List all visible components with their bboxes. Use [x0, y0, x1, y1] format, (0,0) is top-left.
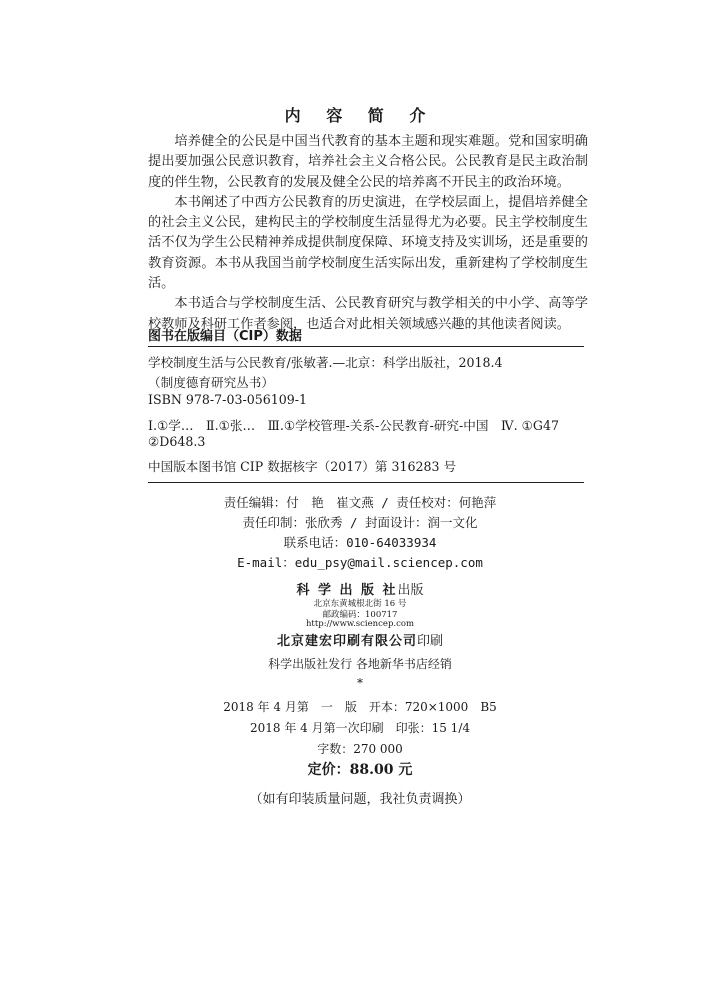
- separator-asterisk: *: [357, 676, 363, 690]
- printer-name: [0, 630, 720, 649]
- publisher-postcode: 邮政编码：100717: [322, 610, 398, 620]
- edition-line: 2018 年 4 月第 一 版 开本：720×1000 B5: [223, 700, 497, 714]
- cip-classification: Ⅰ.①学… Ⅱ.①张… Ⅲ.①学校管理-关系-公民教育-研究-中国 Ⅳ. ①G47: [148, 418, 560, 433]
- publisher-website: http://www.sciencep.com: [305, 619, 415, 629]
- summary-paragraph: 培养健全的公民是中国当代教育的基本主题和现实难题。党和国家明确提出要加强公民意识教育，培养社会主义合格公民。公民教育是民主政治制度的伴生物，公民教育的发展及健全公民的培养离不开民主的政治环境。: [148, 134, 588, 190]
- printer-name-suffix: 印刷: [417, 634, 444, 649]
- summary-body: [148, 132, 588, 335]
- publisher-name-suffix: 出版: [397, 583, 424, 598]
- cip-top-divider: [148, 346, 584, 347]
- cip-bibliographic-line: 学校制度生活与公民教育/张敏著.—北京：科学出版社，2018.4: [148, 355, 503, 370]
- publisher-name-text: 科 学 出 版 社: [296, 583, 398, 598]
- credit-editors: 责任编辑：付 艳 崔文燕 / 责任校对：何艳萍: [223, 495, 497, 510]
- distribution-note: 科学出版社发行 各地新华书店经销: [268, 657, 452, 671]
- contact-phone: 联系电话：010-64033934: [283, 535, 437, 550]
- publisher-address: 北京东黄城根北街 16 号: [313, 599, 407, 609]
- cip-isbn: ISBN 978-7-03-056109-1: [148, 392, 308, 407]
- cip-series-line: （制度德育研究丛书）: [148, 375, 274, 390]
- printer-name-text: 北京建宏印刷有限公司: [276, 634, 417, 649]
- printing-line: 2018 年 4 月第一次印刷 印张：15 1/4: [249, 721, 470, 735]
- publisher-name: [0, 579, 720, 598]
- word-count: 字数：270 000: [317, 742, 403, 756]
- cip-heading: 图书在版编目（CIP）数据: [148, 329, 302, 344]
- summary-paragraph: 本书阐述了中西方公民教育的历史演进，在学校层面上，提倡培养健全的社会主义公民，建构民主的学校制度生活显得尤为必要。民主学校制度生活不仅为学生公民精神养成提供制度保障、环境支持及实训场，还是重要的教育资源。本书从我国当前学校制度生活实际出发，重新建构了学校制度生活。: [148, 194, 588, 292]
- summary-paragraph: 本书适合与学校制度生活、公民教育研究与教学相关的中小学、高等学校教师及科研工作者参阅，也适合对此相关领域感兴趣的其他读者阅读。: [148, 296, 588, 332]
- price: 定价：88.00 元: [307, 762, 413, 778]
- cip-record-number: 中国版本图书馆 CIP 数据核字（2017）第 316283 号: [148, 459, 457, 474]
- cip-bottom-divider: [148, 482, 584, 483]
- summary-title: 内 容 简 介: [284, 106, 436, 125]
- contact-email: E-mail：edu_psy@mail.sciencep.com: [237, 555, 483, 570]
- credit-printing-design: 责任印制：张欣秀 / 封面设计：润一文化: [242, 515, 478, 530]
- cip-classification-continued: ②D648.3: [148, 434, 206, 449]
- quality-notice: （如有印装质量问题，我社负责调换）: [249, 792, 471, 807]
